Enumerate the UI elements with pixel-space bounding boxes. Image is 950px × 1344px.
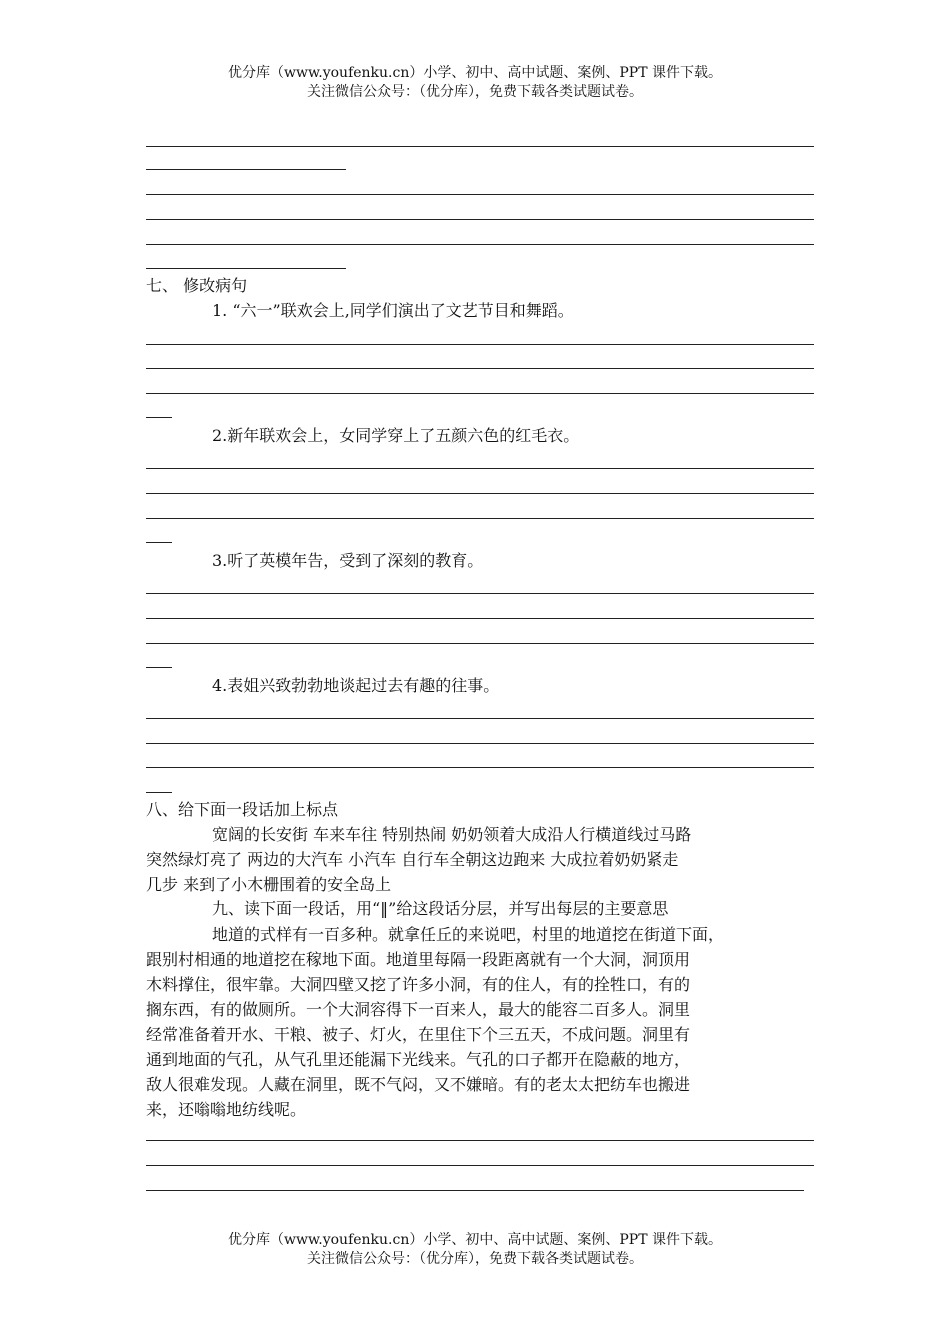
passage-line: 木料撑住，很牢靠。大洞四壁又挖了许多小洞，有的住人，有的拴牲口，有的 xyxy=(146,975,691,994)
answer-line xyxy=(146,468,814,469)
section-9-heading: 九、读下面一段话，用“‖”给这段话分层，并写出每层的主要意思 xyxy=(212,899,669,918)
passage-line: 突然绿灯亮了 两边的大汽车 小汽车 自行车全朝这边跑来 大成拉着奶奶紧走 xyxy=(146,850,679,869)
answer-line xyxy=(146,493,814,494)
passage-line: 敌人很难发现。人藏在洞里，既不气闷，又不嫌暗。有的老太太把纺车也搬进 xyxy=(146,1075,691,1094)
answer-line-stub xyxy=(146,792,172,793)
answer-line-short xyxy=(146,169,346,170)
header-line-2: 关注微信公众号：（优分库），免费下载各类试题试卷。 xyxy=(307,84,643,100)
answer-line-stub xyxy=(146,417,172,418)
section-9-passage xyxy=(146,922,818,1122)
passage-line: 地道的式样有一百多种。就拿任丘的来说吧，村里的地道挖在街道下面， xyxy=(212,925,725,944)
answer-line xyxy=(146,368,814,369)
question-7-4: 4.表姐兴致勃勃地谈起过去有趣的往事。 xyxy=(212,676,500,695)
answer-line xyxy=(146,743,814,744)
answer-line xyxy=(146,1190,804,1191)
answer-line xyxy=(146,344,814,345)
passage-line: 来，还嗡嗡地纺线呢。 xyxy=(146,1100,307,1119)
page-header xyxy=(0,64,950,102)
answer-line xyxy=(146,1165,814,1166)
footer-line-2: 关注微信公众号：（优分库），免费下载各类试题试卷。 xyxy=(307,1251,643,1267)
answer-line xyxy=(146,767,814,768)
passage-line: 跟别村相通的地道挖在稼地下面。地道里每隔一段距离就有一个大洞，洞顶用 xyxy=(146,950,691,969)
question-7-2: 2.新年联欢会上，女同学穿上了五颜六色的红毛衣。 xyxy=(212,426,580,445)
passage-line: 宽阔的长安街 车来车往 特别热闹 奶奶领着大成沿人行横道线过马路 xyxy=(212,825,692,844)
answer-line xyxy=(146,618,814,619)
passage-line: 通到地面的气孔，从气孔里还能漏下光线来。气孔的口子都开在隐蔽的地方， xyxy=(146,1050,691,1069)
answer-line-stub xyxy=(146,667,172,668)
answer-line xyxy=(146,643,814,644)
passage-line: 几步 来到了小木栅围着的安全岛上 xyxy=(146,875,392,894)
answer-line xyxy=(146,593,814,594)
answer-line-short xyxy=(146,268,346,269)
question-7-3: 3.听了英模年告，受到了深刻的教育。 xyxy=(212,551,484,570)
section-8-heading: 八、给下面一段话加上标点 xyxy=(146,800,339,819)
passage-line: 搁东西，有的做厕所。一个大洞容得下一百来人，最大的能容二百多人。洞里 xyxy=(146,1000,691,1019)
answer-line xyxy=(146,146,814,147)
page-footer xyxy=(0,1231,950,1269)
question-7-1: 1. “六一”联欢会上,同学们演出了文艺节目和舞蹈。 xyxy=(212,301,574,320)
section-7-heading: 七、 修改病句 xyxy=(146,276,248,295)
answer-line xyxy=(146,718,814,719)
footer-line-1: 优分库（www.youfenku.cn）小学、初中、高中试题、案例、PPT 课件下载。 xyxy=(227,1232,722,1248)
passage-line: 经常准备着开水、干粮、被子、灯火，在里住下个三五天，不成问题。洞里有 xyxy=(146,1025,691,1044)
answer-line xyxy=(146,219,814,220)
header-line-1: 优分库（www.youfenku.cn）小学、初中、高中试题、案例、PPT 课件下载。 xyxy=(227,65,722,81)
answer-line xyxy=(146,194,814,195)
answer-line xyxy=(146,1140,814,1141)
answer-line-stub xyxy=(146,542,172,543)
answer-line xyxy=(146,244,814,245)
section-8-passage xyxy=(146,822,818,897)
answer-line xyxy=(146,393,814,394)
answer-line xyxy=(146,518,814,519)
